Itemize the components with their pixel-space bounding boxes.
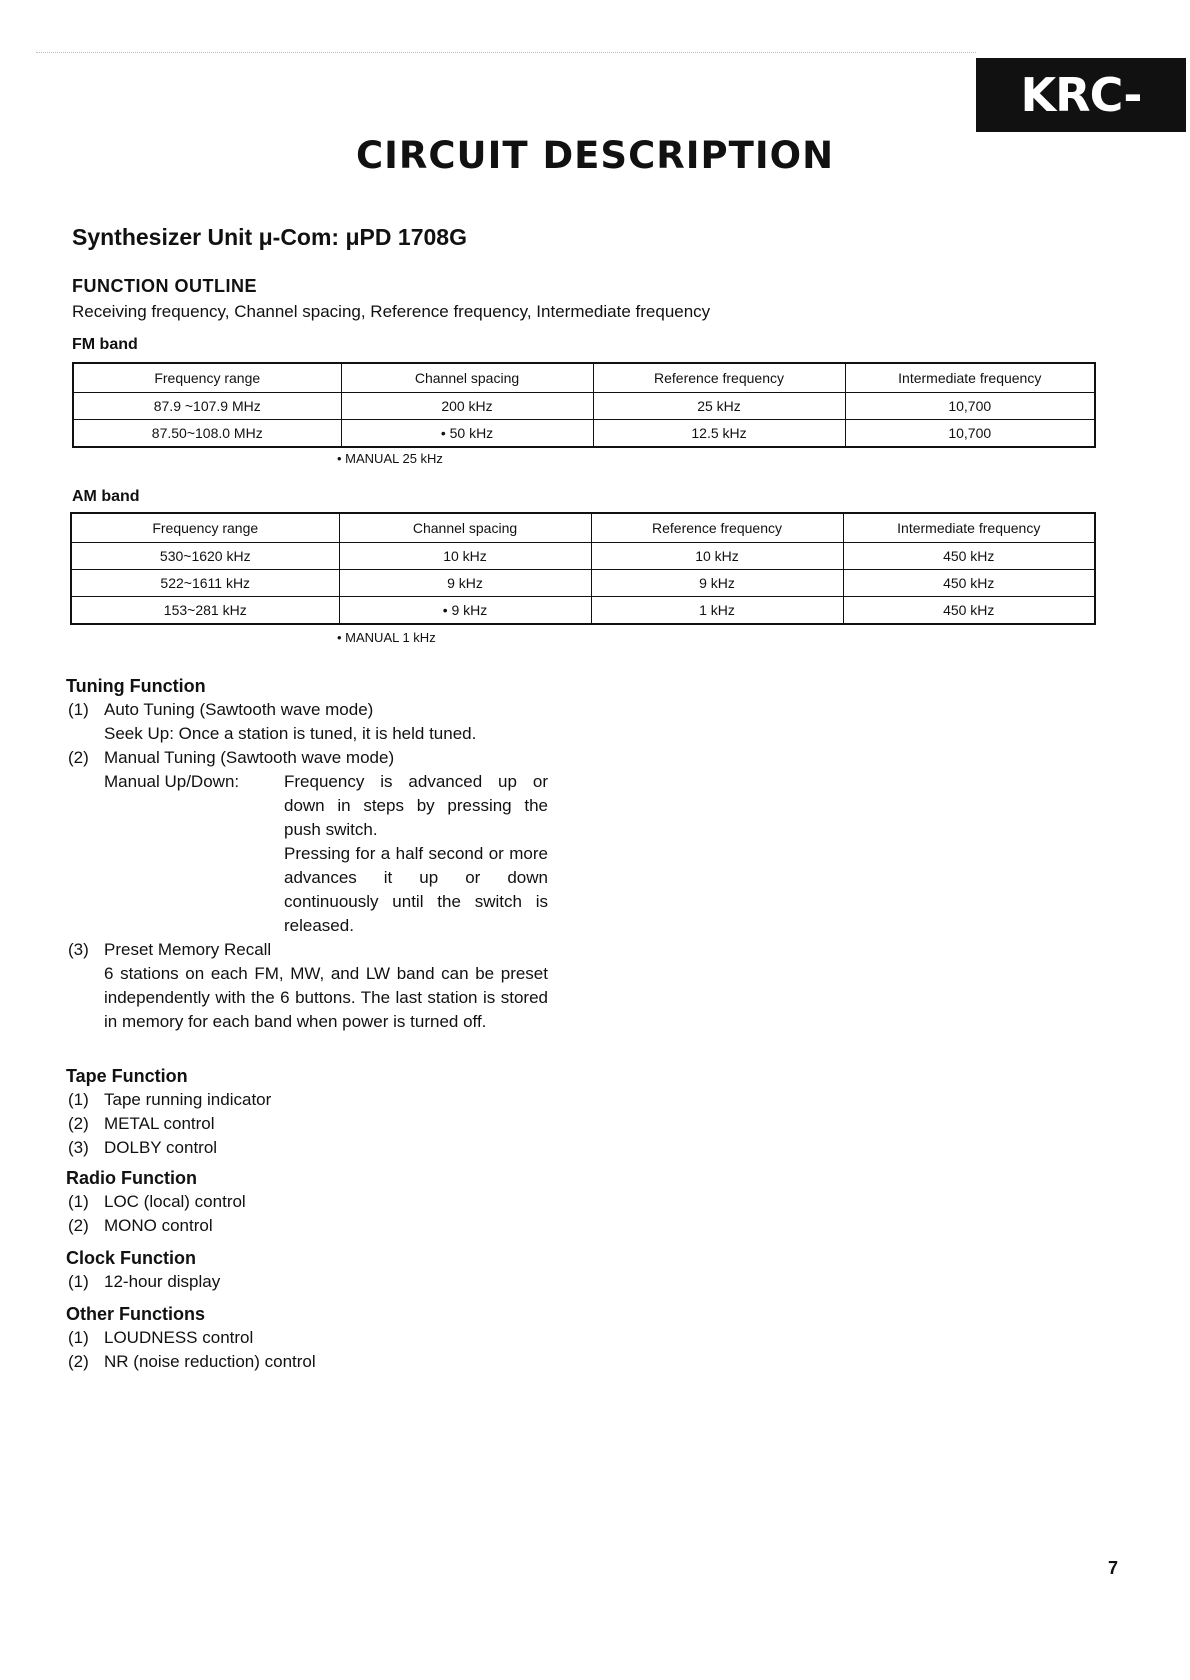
item-number: (1) (68, 700, 89, 719)
table-cell: 87.9 ~107.9 MHz (73, 393, 341, 420)
manual-up-down-text (284, 770, 548, 938)
subtitle: Synthesizer Unit μ-Com: μPD 1708G (72, 224, 467, 250)
item-number: (1) (68, 1328, 89, 1347)
table-cell: 25 kHz (593, 393, 845, 420)
item-number: (1) (68, 1192, 89, 1211)
table-cell: 9 kHz (591, 570, 843, 597)
manual-up-down-label: Manual Up/Down: (104, 772, 240, 791)
am-manual-note: • MANUAL 1 kHz (337, 630, 436, 645)
clock-function-section (66, 1246, 220, 1294)
header-cell: Reference frequency (591, 513, 843, 543)
table-cell: 9 kHz (339, 570, 591, 597)
header-cell: Frequency range (71, 513, 339, 543)
tuning-function-section (66, 674, 548, 1034)
item-text: Preset Memory Recall (104, 940, 272, 959)
table-header-row (73, 363, 1095, 393)
list-item (66, 1326, 316, 1350)
preset-memory-text: 6 stations on each FM, MW, and LW band can be preset independently with the 6 buttons. The last station is stored in memory for each band when power is turned off. (104, 964, 548, 1031)
scan-artifact-line (36, 52, 976, 53)
item-number: (1) (68, 1272, 89, 1291)
table-row (71, 597, 1095, 625)
function-outline-heading: FUNCTION OUTLINE (72, 276, 257, 296)
page-number: 7 (1108, 1558, 1119, 1578)
list-item (66, 1190, 246, 1214)
item-number: (2) (68, 1114, 89, 1133)
item-number: (3) (68, 940, 89, 959)
item-number: (2) (68, 1352, 89, 1371)
auto-tuning-detail: Seek Up: Once a station is tuned, it is held tuned. (104, 724, 477, 743)
table-cell: 10,700 (845, 393, 1095, 420)
list-item (66, 1270, 220, 1294)
table-cell: 530~1620 kHz (71, 543, 339, 570)
table-cell: 10,700 (845, 420, 1095, 448)
item-text: Tape running indicator (104, 1090, 272, 1109)
manual-text-steps: Frequency is advanced up or down in steps by pressing the push switch. (284, 772, 548, 839)
item-text: LOUDNESS control (104, 1328, 254, 1347)
table-row (71, 543, 1095, 570)
table-cell: 153~281 kHz (71, 597, 339, 625)
fm-band-table (72, 362, 1096, 448)
table-cell: 10 kHz (339, 543, 591, 570)
item-text: LOC (local) control (104, 1192, 246, 1211)
list-item (66, 1350, 316, 1374)
table-cell: 10 kHz (591, 543, 843, 570)
model-badge: KRC-2001 (976, 58, 1186, 132)
table-cell: 450 kHz (843, 597, 1095, 625)
table-cell: 450 kHz (843, 543, 1095, 570)
table-cell: 200 kHz (341, 393, 593, 420)
other-functions-title: Other Functions (66, 1304, 205, 1324)
list-item (66, 938, 548, 962)
item-number: (2) (68, 1216, 89, 1235)
header-cell: Intermediate frequency (843, 513, 1095, 543)
clock-function-title: Clock Function (66, 1248, 196, 1268)
table-cell: • 50 kHz (341, 420, 593, 448)
tape-function-section (66, 1064, 271, 1160)
manual-text-continuous: Pressing for a half second or more advances it up or down continuously until the switch is released. (284, 844, 548, 935)
item-number: (1) (68, 1090, 89, 1109)
table-cell: 87.50~108.0 MHz (73, 420, 341, 448)
header-cell: Channel spacing (341, 363, 593, 393)
tuning-function-title: Tuning Function (66, 676, 206, 696)
function-outline-text: Receiving frequency, Channel spacing, Reference frequency, Intermediate frequency (72, 302, 711, 321)
header-cell: Intermediate frequency (845, 363, 1095, 393)
list-item (66, 1214, 246, 1238)
item-text: NR (noise reduction) control (104, 1352, 316, 1371)
fm-band-label: FM band (72, 336, 138, 353)
radio-function-section (66, 1166, 246, 1238)
item-text: Manual Tuning (Sawtooth wave mode) (104, 748, 395, 767)
table-row (73, 393, 1095, 420)
table-cell: • 9 kHz (339, 597, 591, 625)
header-cell: Reference frequency (593, 363, 845, 393)
item-text: 12-hour display (104, 1272, 221, 1291)
item-text: DOLBY control (104, 1138, 218, 1157)
item-text: METAL control (104, 1114, 215, 1133)
item-number: (2) (68, 748, 89, 767)
tape-function-title: Tape Function (66, 1066, 188, 1086)
am-band-table (70, 512, 1096, 625)
manual-up-down-row (66, 770, 548, 938)
header-cell: Channel spacing (339, 513, 591, 543)
table-header-row (71, 513, 1095, 543)
list-item (66, 1112, 271, 1136)
item-text: Auto Tuning (Sawtooth wave mode) (104, 700, 374, 719)
table-cell: 12.5 kHz (593, 420, 845, 448)
fm-manual-note: • MANUAL 25 kHz (337, 451, 443, 466)
other-functions-section (66, 1302, 316, 1374)
list-item (66, 1136, 271, 1160)
list-item (66, 746, 548, 770)
table-cell: 450 kHz (843, 570, 1095, 597)
header-cell: Frequency range (73, 363, 341, 393)
item-text: MONO control (104, 1216, 213, 1235)
list-item (66, 698, 548, 722)
list-item (66, 1088, 271, 1112)
table-row (73, 420, 1095, 448)
item-number: (3) (68, 1138, 89, 1157)
table-cell: 1 kHz (591, 597, 843, 625)
radio-function-title: Radio Function (66, 1168, 197, 1188)
table-row (71, 570, 1095, 597)
table-cell: 522~1611 kHz (71, 570, 339, 597)
page-title: CIRCUIT DESCRIPTION (355, 134, 835, 177)
am-band-label: AM band (72, 488, 140, 505)
